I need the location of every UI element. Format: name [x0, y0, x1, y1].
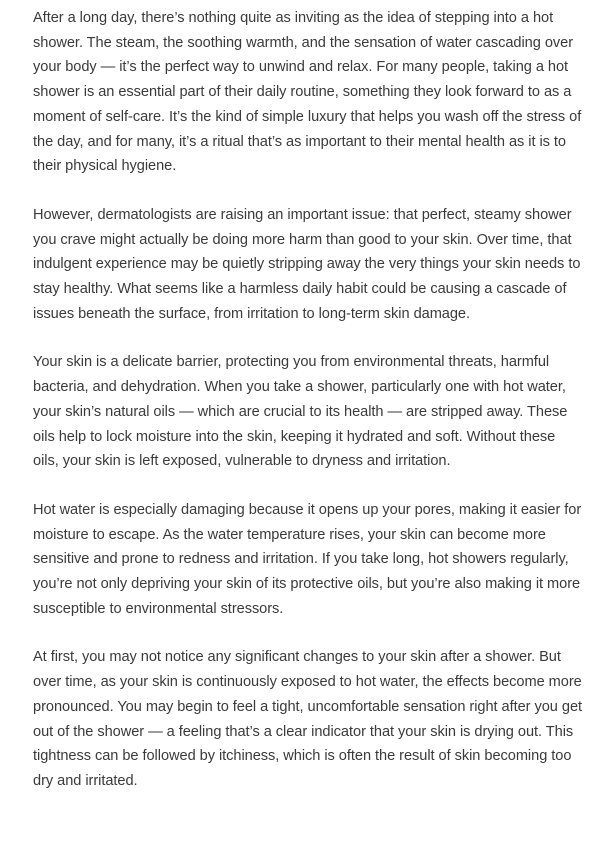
- paragraph-intro-hot-shower: After a long day, there’s nothing quite as inviting as the idea of stepping into a hot shower. The steam, the soothing warmth, and the sensation of water cascading over your body — it’s the perfect way to unwind and relax. For many people, taking a hot shower is an essential part of their daily routine, something they look forward to as a moment of self-care. It’s the kind of simple luxury that helps you wash off the stress of the day, and for many, it’s a ritual that’s as important to their mental health as it is to their physical hygiene.: [33, 10, 582, 175]
- paragraph-dermatologists-warning: However, dermatologists are raising an important issue: that perfect, steamy shower you crave might actually be doing more harm than good to your skin. Over time, that indulgent experience may be quietly stripping away the very things your skin needs to stay healthy. What seems like a harmless daily habit could be causing a cascade of issues beneath the surface, from irritation to long-term skin damage.: [33, 206, 581, 322]
- paragraph-skin-barrier: Your skin is a delicate barrier, protecting you from environmental threats, harmful bacteria, and dehydration. When you take a shower, particularly one with hot water, your skin’s natural oils — which are crucial to its health — are stripped away. These oils help to lock moisture into the skin, keeping it hydrated and soft. Without these oils, your skin is left exposed, vulnerable to dryness and irritation.: [33, 354, 568, 470]
- paragraph-symptoms-over-time: At first, you may not notice any significant changes to your skin after a shower. But over time, as your skin is continuously exposed to hot water, the effects become more pronounced. You may begin to feel a tight, uncomfortable sensation right after you get out of the shower — a feeling that’s a clear indicator that your skin is drying out. This tightness can be followed by itchiness, which is often the result of skin becoming too dry and irritated.: [33, 649, 583, 789]
- paragraph-hot-water-damage: Hot water is especially damaging because it opens up your pores, making it easier for moisture to escape. As the water temperature rises, your skin can become more sensitive and prone to redness and irritation. If you take long, hot showers regularly, you’re not only depriving your skin of its protective oils, but you’re also making it more susceptible to environmental stressors.: [33, 501, 582, 617]
